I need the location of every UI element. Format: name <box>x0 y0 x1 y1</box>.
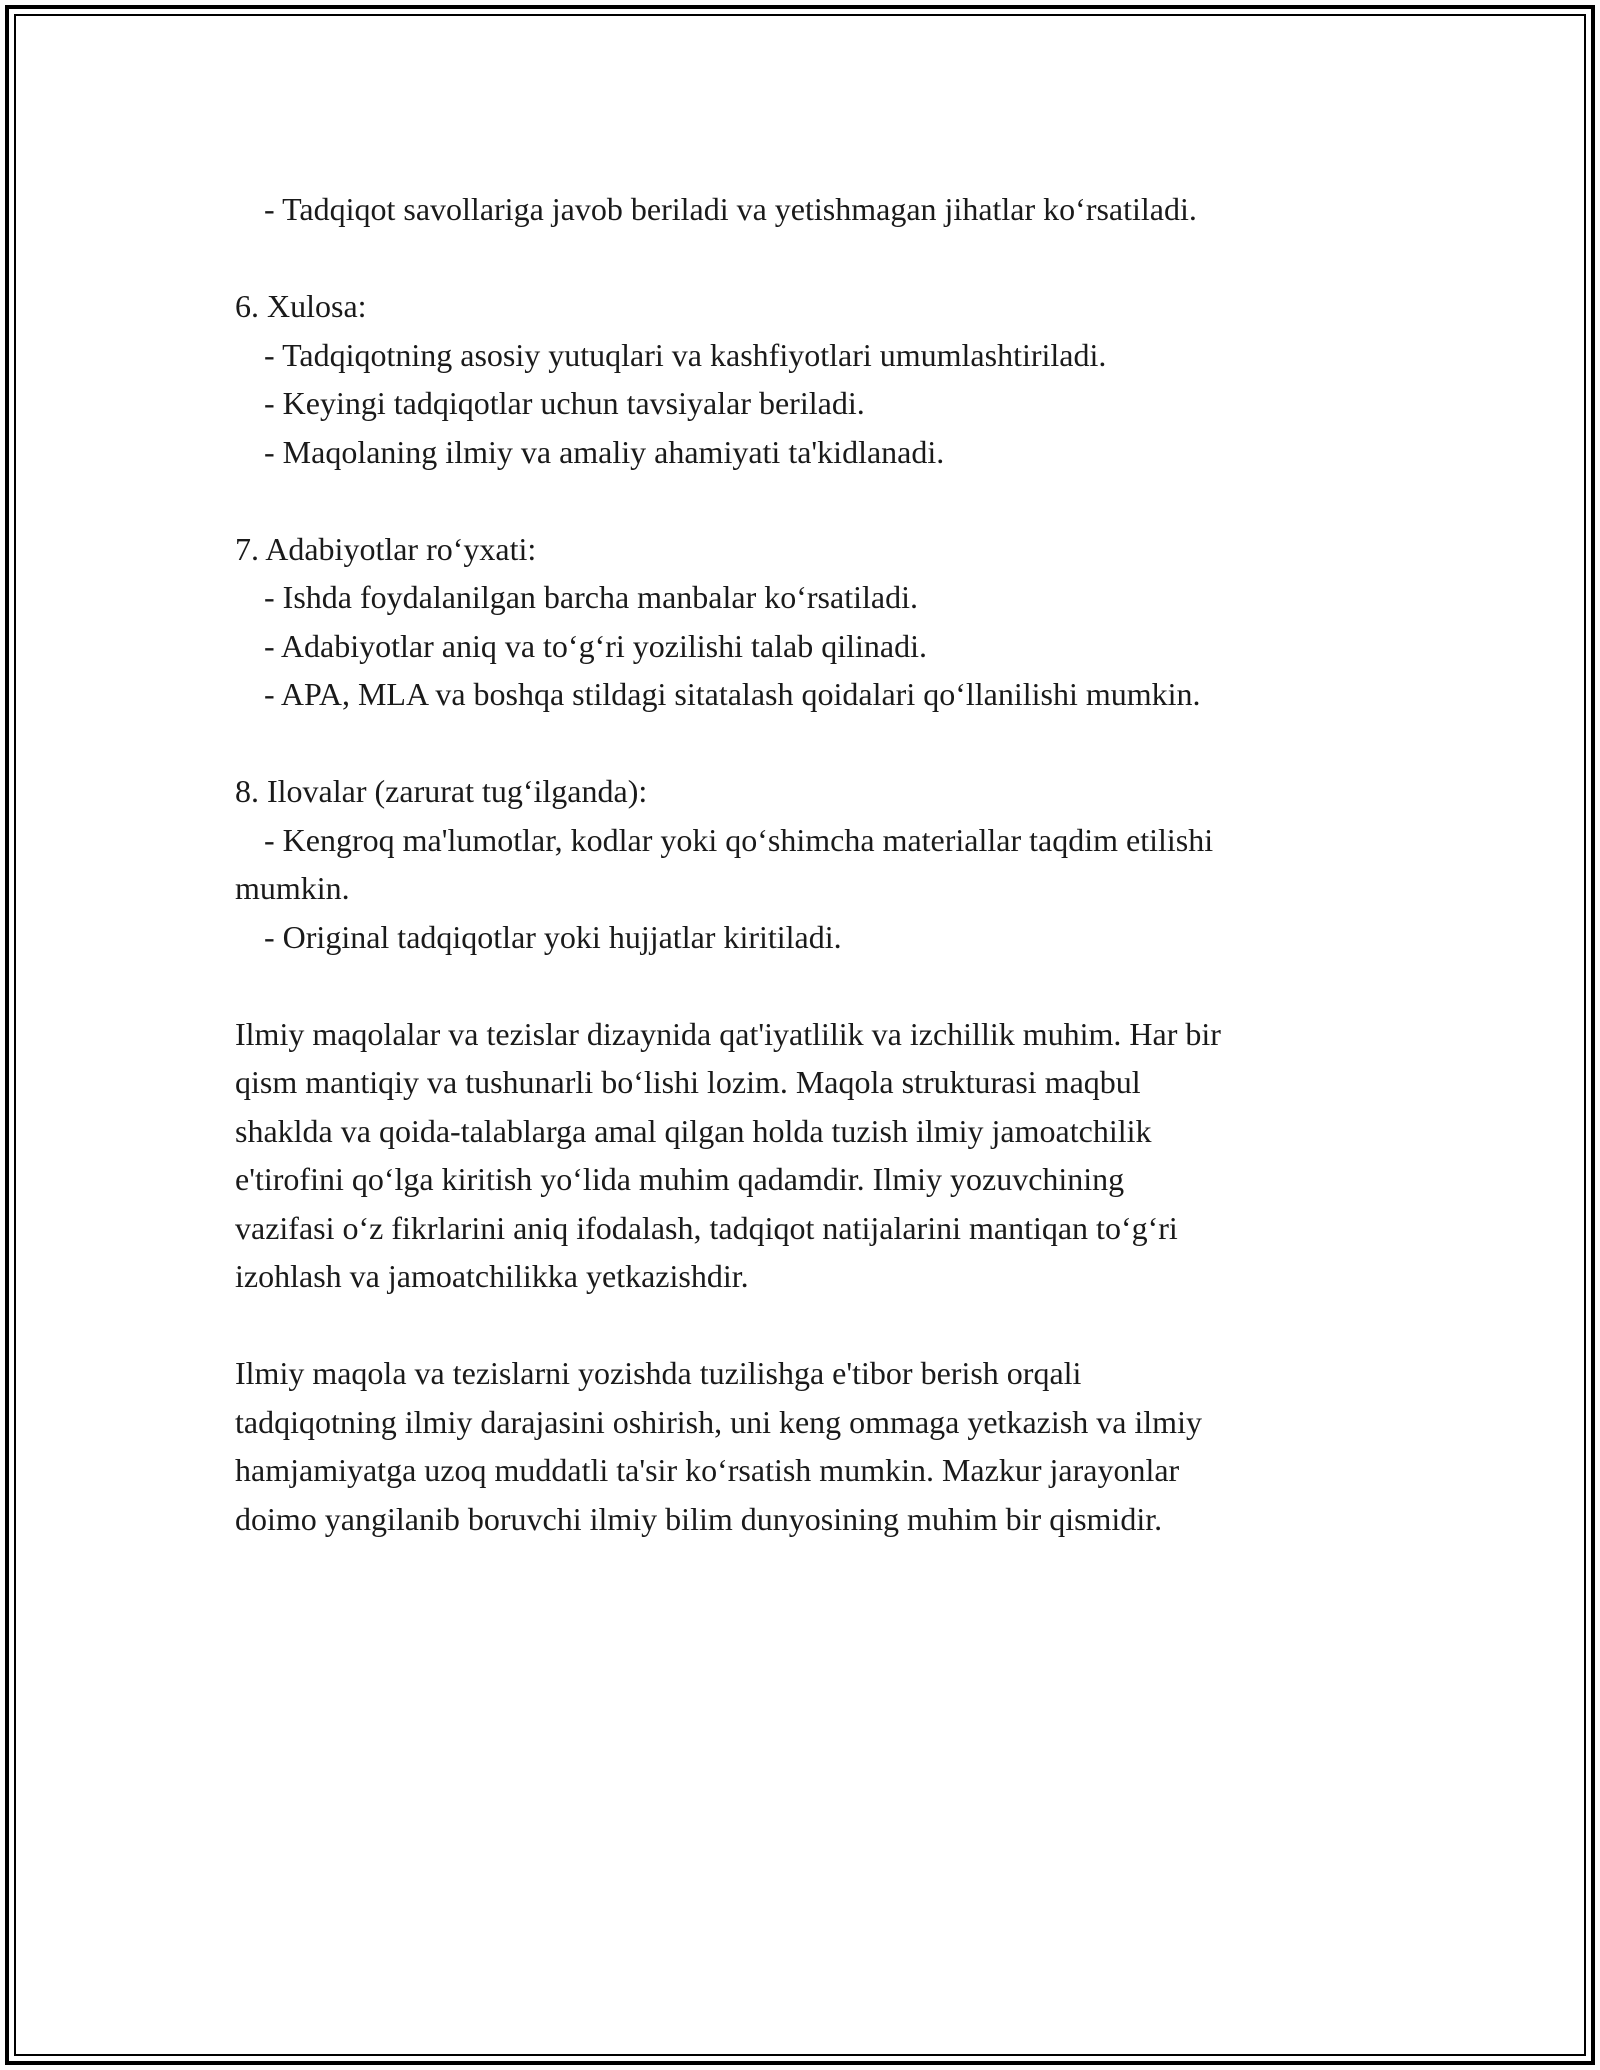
paragraph-line: qism mantiqiy va tushunarli bo‘lishi lozim. Maqola strukturasi maqbul <box>235 1064 1141 1100</box>
body-paragraph <box>235 1010 1370 1301</box>
spacer <box>235 961 1370 1010</box>
list-item: - APA, MLA va boshqa stildagi sitatalash qoidalari qo‘llanilishi mumkin. <box>264 676 1201 712</box>
paragraph-line: hamjamiyatga uzoq muddatli ta'sir ko‘rsatish mumkin. Mazkur jarayonlar <box>235 1452 1180 1488</box>
paragraph-line: izohlash va jamoatchilikka yetkazishdir. <box>235 1258 749 1294</box>
spacer <box>235 1301 1370 1350</box>
list-item: - Maqolaning ilmiy va amaliy ahamiyati ta'kidlanadi. <box>264 433 945 470</box>
paragraph-line: shaklda va qoida-talablarga amal qilgan holda tuzish ilmiy jamoatchilik <box>235 1112 1152 1149</box>
spacer <box>235 719 1370 768</box>
list-item-continuation: mumkin. <box>235 870 350 906</box>
list-item: - Adabiyotlar aniq va to‘g‘ri yozilishi talab qilinadi. <box>264 627 927 664</box>
list-item: - Kengroq ma'lumotlar, kodlar yoki qo‘shimcha materiallar taqdim etilishi <box>264 821 1214 858</box>
spacer <box>235 234 1370 283</box>
section-heading-xulosa: 6. Xulosa: <box>235 288 367 324</box>
paragraph-line: e'tirofini qo‘lga kiritish yo‘lida muhim qadamdir. Ilmiy yozuvchining <box>235 1161 1125 1197</box>
paragraph-line: vazifasi o‘z fikrlarini aniq ifodalash, tadqiqot natijalarini mantiqan to‘g‘ri <box>235 1209 1178 1246</box>
list-item: - Tadqiqotning asosiy yutuqlari va kashfiyotlari umumlashtiriladi. <box>264 336 1107 373</box>
spacer <box>235 476 1370 525</box>
section-heading-ilovalar: 8. Ilovalar (zarurat tug‘ilganda): <box>235 773 648 809</box>
section-heading-adabiyotlar: 7. Adabiyotlar ro‘yxati: <box>235 530 537 567</box>
list-item: - Keyingi tadqiqotlar uchun tavsiyalar beriladi. <box>264 385 865 421</box>
paragraph-line: Ilmiy maqolalar va tezislar dizaynida qat'iyatlilik va izchillik muhim. Har bir <box>235 1015 1221 1052</box>
paragraph-line: doimo yangilanib boruvchi ilmiy bilim dunyosining muhim bir qismidir. <box>235 1500 1163 1537</box>
document-body <box>235 185 1370 1543</box>
list-item: - Original tadqiqotlar yoki hujjatlar kiritiladi. <box>264 918 842 955</box>
body-paragraph <box>235 1349 1370 1543</box>
list-item: - Tadqiqot savollariga javob beriladi va yetishmagan jihatlar ko‘rsatiladi. <box>264 191 1197 227</box>
paragraph-line: tadqiqotning ilmiy darajasini oshirish, uni keng ommaga yetkazish va ilmiy <box>235 1403 1202 1440</box>
paragraph-line: Ilmiy maqola va tezislarni yozishda tuzilishga e'tibor berish orqali <box>235 1355 1082 1391</box>
list-item: - Ishda foydalanilgan barcha manbalar ko‘rsatiladi. <box>264 579 918 615</box>
